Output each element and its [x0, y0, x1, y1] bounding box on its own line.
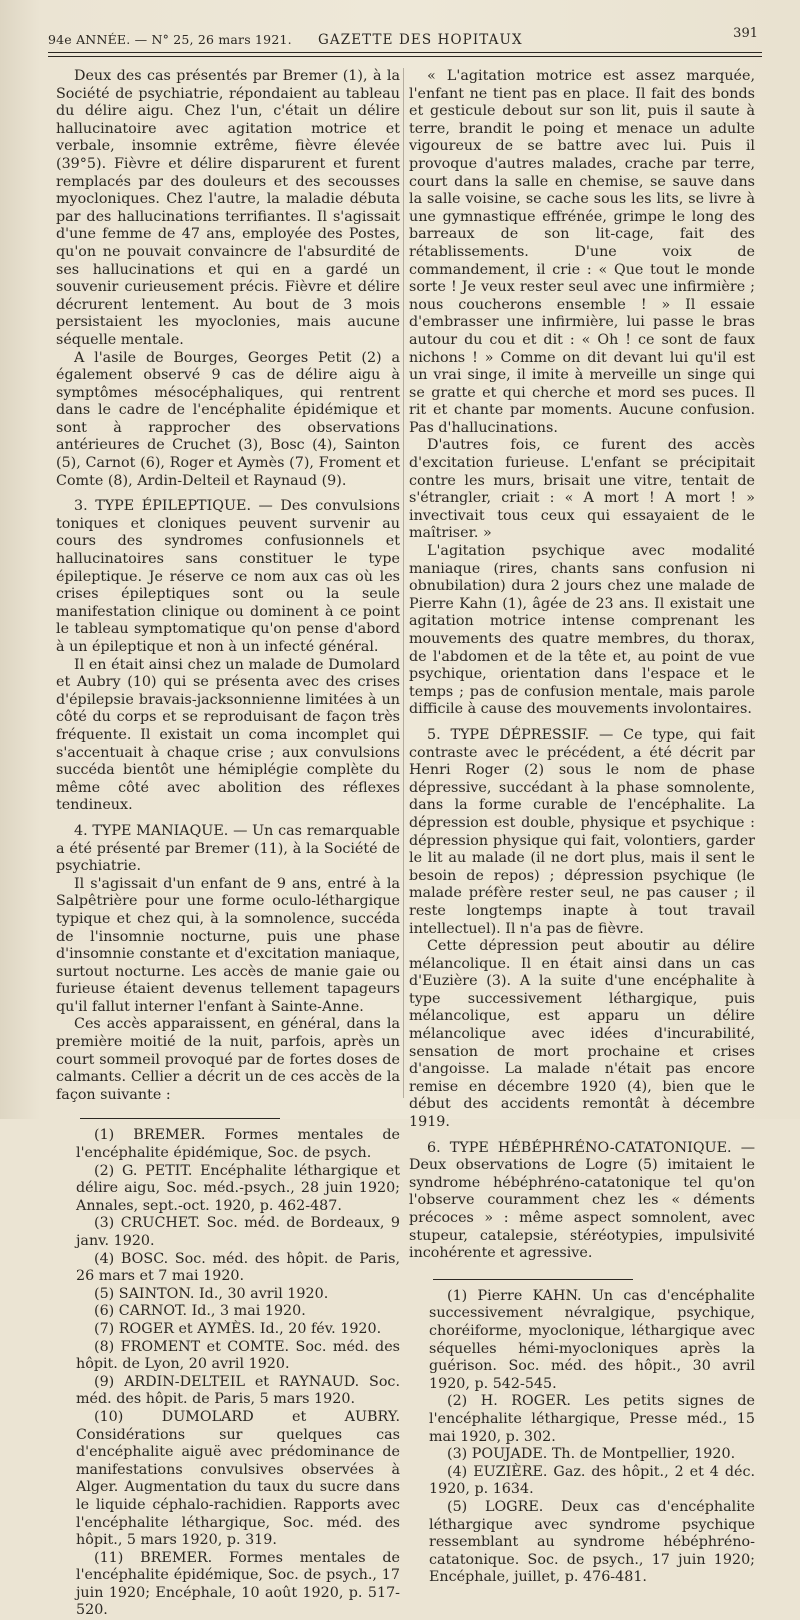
- footnote: (2) H. ROGER. Les petits signes de l'encéphalite léthargique, Presse méd., 15 mai 1920, p. 302.: [429, 1393, 755, 1445]
- footnote: (8) FROMENT et COMTE. Soc. méd. des hôpit. de Lyon, 20 avril 1920.: [76, 1338, 400, 1373]
- footnote: (2) G. PETIT. Encéphalite léthargique et délire aigu, Soc. méd.-psych., 28 juin 1920; Annales, sept.-oct. 1920, p. 462-487.: [76, 1162, 400, 1214]
- footnote-rule: [433, 1279, 633, 1280]
- footnote: (11) BREMER. Formes mentales de l'encéphalite épidémique, Soc. de psych., 17 juin 1920; Encéphale, 10 août 1920, p. 517-520.: [76, 1549, 400, 1619]
- section-manic: 4. TYPE MANIAQUE. — Un cas remarquable a été présenté par Bremer (11), à la Société de psychiatrie.: [56, 822, 400, 875]
- header-rule: [48, 52, 762, 53]
- footnote: (5) LOGRE. Deux cas d'encéphalite léthargique avec syndrome psychique ressemblant au syndrome hébéphréno-catatonique. Soc. de psych., 17 juin 1920; Encéphale, juillet, p. 476-481.: [429, 1498, 755, 1586]
- journal-title: GAZETTE DES HOPITAUX: [318, 32, 523, 48]
- section-hebephreno-catatonic: 6. TYPE HÉBÉPHRÉNO-CATATONIQUE. — Deux observations de Logre (5) imitaient le syndrome hébéphréno-catatonique tel qu'on l'observe couramment chez les « déments précoces » : même aspect somnolent, avec stupeur, catalepsie, stéréotypies, impulsivité incohérente et agressive.: [409, 1139, 755, 1262]
- paragraph: A l'asile de Bourges, Georges Petit (2) a également observé 9 cas de délire aigu à symptômes mésocéphaliques, qui rentrent dans le cadre de l'encéphalite épidémique et sont à rapprocher des observations antérieures de Cruchet (3), Bosc (4), Sainton (5), Carnot (6), Roger et Aymès (7), Froment et Comte (8), Ardin-Delteil et Raynaud (9).: [56, 349, 400, 489]
- paragraph: D'autres fois, ce furent des accès d'excitation furieuse. L'enfant se précipitait contre les murs, brisait une vitre, tentait de s'étrangler, criait : « A mort ! A mort ! » invectivait tous ceux qui essayaient de le maîtriser. »: [409, 437, 755, 542]
- footnote: (9) ARDIN-DELTEIL et RAYNAUD. Soc. méd. des hôpit. de Paris, 5 mars 1920.: [76, 1373, 400, 1408]
- issue-info: 94e ANNÉE. — N° 25, 26 mars 1921.: [48, 32, 292, 47]
- page-number: 391: [733, 26, 758, 41]
- paragraph: Cette dépression peut aboutir au délire mélancolique. Il en était ainsi dans un cas d'Euzière (3). A la suite d'une encéphalite à type successivement léthargique, puis mélancolique, est apparu un délire mélancolique avec idées d'incurabilité, sensation de mort prochaine et crises d'angoisse. La malade n'était pas encore remise en décembre 1920 (4), bien que le début des accidents remontât à décembre 1919.: [409, 938, 755, 1131]
- header-rule-thin: [48, 56, 762, 57]
- footnote: (6) CARNOT. Id., 3 mai 1920.: [94, 1303, 306, 1320]
- quoted-paragraph: « L'agitation motrice est assez marquée, l'enfant ne tient pas en place. Il fait des bonds et gesticule debout sur son lit, puis il saute à terre, brandit le poing et menace un adulte vigoureux de se battre avec lui. Puis il provoque d'autres malades, crache par terre, court dans la salle en chemise, se sauve dans la salle voisine, se cache sous les lits, se livre à une gymnastique effrénée, grimpe le long des barreaux de son lit-cage, fait des rétablissements. D'une voix de commandement, il crie : « Que tout le monde sorte ! Je veux rester seul avec une infirmière ; nous coucherons ensemble ! » Il essaie d'embrasser une infirmière, lui passe le bras autour du cou et dit : « Oh ! ce sont de faux nichons ! » Comme on dit devant lui qu'il est un vrai singe, il imite à merveille un singe qui se gratte et qui cherche et mord ses puces. Il rit et chante par moments. Aucune confusion. Pas d'hallucinations.: [409, 68, 755, 436]
- left-column: [56, 68, 400, 1620]
- footnote: (3) POUJADE. Th. de Montpellier, 1920.: [447, 1446, 736, 1463]
- footnote: (7) ROGER et AYMÈS. Id., 20 fév. 1920.: [94, 1320, 382, 1337]
- paragraph: Il en était ainsi chez un malade de Dumolard et Aubry (10) qui se présenta avec des crises d'épilepsie bravais-jacksonnienne limitées à un côté du corps et se reproduisant de façon très fréquente. Il existait un coma incomplet qui s'accentuait à chaque crise ; aux convulsions succéda bientôt une hémiplégie complète du même côté avec abolition des réflexes tendineux.: [56, 656, 400, 814]
- paragraph: Il s'agissait d'un enfant de 9 ans, entré à la Salpêtrière pour une forme oculo-léthargique typique et chez qui, à la somnolence, succéda de l'insomnie nocturne, puis une phase d'insomnie constante et d'excitation maniaque, surtout nocturne. Les accès de manie gaie ou furieuse étaient devenus tellement tapageurs qu'il fallut interner l'enfant à Sainte-Anne.: [56, 875, 400, 1015]
- footnote: (1) Pierre KAHN. Un cas d'encéphalite successivement névralgique, psychique, choréiforme, myoclonique, léthargique avec séquelles hémi-myocloniques après la guérison. Soc. méd. des hôpit., 30 avril 1920, p. 542-545.: [429, 1287, 755, 1392]
- section-epileptic: 3. TYPE ÉPILEPTIQUE. — Des convulsions toniques et cloniques peuvent survenir au cours des syndromes confusionnels et hallucinatoires sans constituer le type épileptique. Je réserve ce nom aux cas où les crises épileptiques sont ou la seule manifestation clinique ou dominent à ce point le tableau symptomatique qu'on pense d'abord à un épileptique et non à un infecté général.: [56, 498, 400, 655]
- footnote: (1) BREMER. Formes mentales de l'encéphalite épidémique, Soc. de psych.: [76, 1127, 400, 1162]
- footnote: (4) BOSC. Soc. méd. des hôpit. de Paris, 26 mars et 7 mai 1920.: [76, 1250, 400, 1285]
- running-header: [48, 24, 778, 52]
- footnote: (10) DUMOLARD et AUBRY. Considérations sur quelques cas d'encéphalite aiguë avec prédominance de manifestations convulsives observées à Alger. Augmentation du taux du sucre dans le liquide céphalo-rachidien. Rapports avec l'encéphalite léthargique, Soc. méd. des hôpit., 5 mars 1920, p. 319.: [76, 1408, 400, 1549]
- right-column: [409, 68, 755, 1587]
- section-depressive: 5. TYPE DÉPRESSIF. — Ce type, qui fait contraste avec le précédent, a été décrit par Henri Roger (2) sous le nom de phase dépressive, succédant à la phase somnolente, dans la forme curable de l'encéphalite. La dépression est double, physique et psychique : dépression physique qui fait, volontiers, garder le lit au malade (il ne dort plus, mais il sent le besoin de repos) ; dépression psychique (le malade préfère rester seul, ne pas causer ; il reste longtemps inapte à tout travail intellectuel). Il n'a pas de fièvre.: [409, 726, 755, 937]
- footnote: (4) EUZIÈRE. Gaz. des hôpit., 2 et 4 déc. 1920, p. 1634.: [429, 1463, 755, 1498]
- paragraph: L'agitation psychique avec modalité maniaque (rires, chants sans confusion ni obnubilation) dura 2 jours chez une malade de Pierre Kahn (1), âgée de 23 ans. Il existait une agitation motrice intense comprenant les mouvements des quatre membres, du thorax, de l'abdomen et de la tête et, au point de vue psychique, orientation dans l'espace et le temps ; pas de confusion mentale, mais parole difficile à cause des mouvements involontaires.: [409, 543, 755, 718]
- paragraph: Deux des cas présentés par Bremer (1), à la Société de psychiatrie, répondaient au tableau du délire aigu. Chez l'un, c'était un délire hallucinatoire avec agitation motrice et verbale, insomnie extrême, fièvre élevée (39°5). Fièvre et délire disparurent et furent remplacés par des douleurs et des secousses myocloniques. Chez l'autre, la maladie débuta par des hallucinations terrifiantes. Il s'agissait d'une femme de 47 ans, employée des Postes, qu'on ne pouvait convaincre de l'absurdité de ses hallucinations et qui en a gardé un souvenir curieusement précis. Fièvre et délire décrurent lentement. Au bout de 3 mois persistaient les myoclonies, mais aucune séquelle mentale.: [56, 68, 400, 348]
- column-separator: [403, 68, 404, 1098]
- footnote: (3) CRUCHET. Soc. méd. de Bordeaux, 9 janv. 1920.: [76, 1215, 400, 1249]
- footnote: (5) SAINTON. Id., 30 avril 1920.: [94, 1285, 329, 1302]
- paragraph: Ces accès apparaissent, en général, dans la première moitié de la nuit, parfois, après un court sommeil provoqué par de fortes doses de calmants. Cellier a décrit un de ces accès de la façon suivante :: [56, 1016, 400, 1103]
